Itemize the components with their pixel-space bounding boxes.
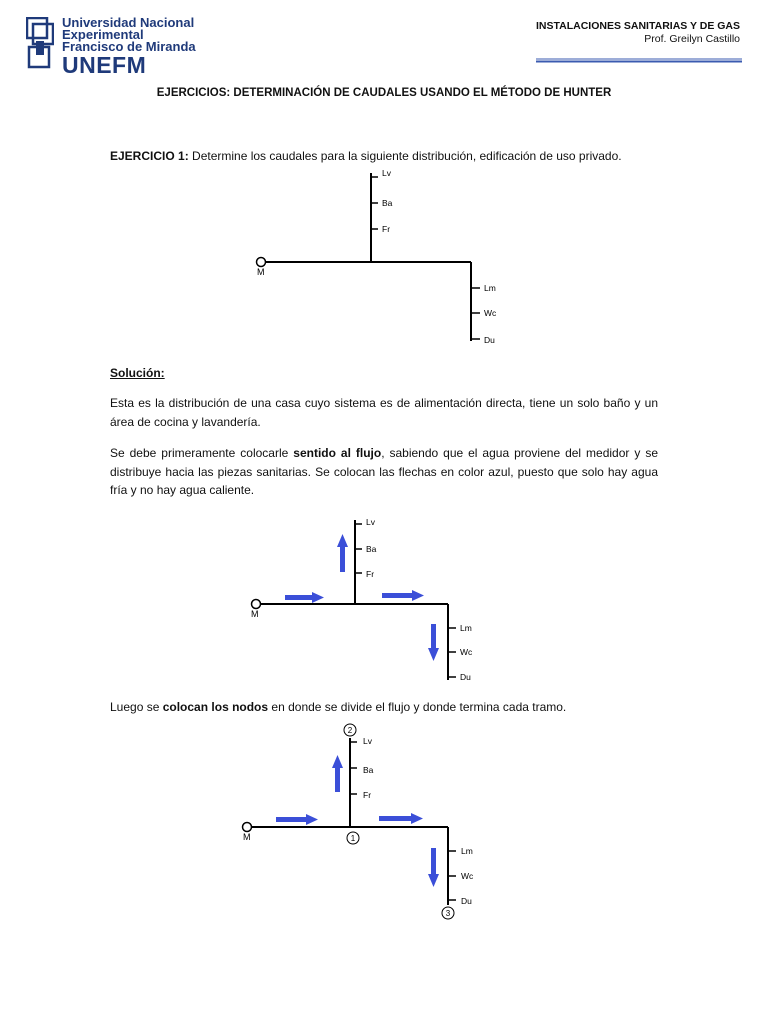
logo-line-3: Francisco de Miranda [62,39,196,54]
exercise-text: Determine los caudales para la siguiente distribución, edificación de uso privado. [188,149,622,163]
arrow-right-icon [379,813,423,824]
solution-heading: Solución: [110,366,165,380]
solution-paragraph-2 [110,444,658,500]
label-fr: Fr [382,224,391,234]
para3-text-a: Luego se [110,700,163,714]
node-2 [344,724,356,736]
exercise-label: EJERCICIO 1: [110,149,189,163]
node-3-label: 3 [445,909,451,918]
flow-arrows [285,534,439,661]
university-logo-text [62,17,196,77]
label-wc: Wc [460,647,473,657]
label-lm: Lm [460,623,472,633]
arrow-right-icon [285,592,324,603]
para2-text-a: Se debe primeramente colocarle [110,446,294,460]
label-fr: Fr [363,790,372,800]
label-du: Du [460,672,471,682]
arrow-right-icon [382,590,424,601]
para2-text-b: , sabiendo que el agua proviene del medidor y se distribuye hacia las piezas sanitarias. Se colocan las flechas en color azul, puesto que solo hay agua fría y no hay agua caliente. [110,446,658,497]
flow-arrows [276,755,439,887]
logo-acronym: UNEFM [62,52,147,78]
meter-icon [243,823,252,832]
distribution-diagram-1 [250,165,510,350]
para3-bold: colocan los nodos [162,700,269,714]
arrow-right-icon [276,814,318,825]
label-lv: Lv [366,517,375,527]
distribution-diagram-2 [245,512,505,687]
label-wc: Wc [461,871,474,881]
label-lm: Lm [484,283,496,293]
arrow-up-icon [337,534,348,572]
label-lv: Lv [382,168,391,178]
label-lm: Lm [461,846,473,856]
label-ba: Ba [363,765,374,775]
logo-line-1: Universidad Nacional [62,15,195,30]
professor-name: Prof. Greilyn Castillo [644,33,740,45]
meter-icon [252,600,261,609]
label-ba: Ba [366,544,377,554]
label-lv: Lv [363,736,372,746]
node-3 [442,907,454,919]
label-fr: Fr [366,569,375,579]
node-2-label: 2 [347,726,353,735]
meter-icon [257,258,266,267]
distribution-diagram-3 [236,720,496,925]
header-course-info [536,20,740,46]
arrow-up-icon [332,755,343,792]
node-1 [347,832,359,844]
label-meter: M [243,832,251,842]
university-logo-icon [26,17,54,69]
node-1-label: 1 [350,834,356,843]
label-du: Du [484,335,495,345]
document-title: EJERCICIOS: DETERMINACIÓN DE CAUDALES USANDO EL MÉTODO DE HUNTER [156,87,612,99]
arrow-down-icon [428,848,439,887]
solution-paragraph-3 [110,698,658,717]
label-ba: Ba [382,198,393,208]
header-rule [536,58,742,63]
solution-paragraph-1: Esta es la distribución de una casa cuyo sistema es de alimentación directa, tiene un solo baño y un área de cocina y lavandería. [110,396,658,429]
exercise-statement [110,147,658,166]
logo-line-2: Experimental [62,27,144,42]
para3-text-b: en donde se divide el flujo y donde termina cada tramo. [268,700,567,714]
label-meter: M [251,609,259,619]
para2-bold: sentido al flujo [293,446,382,460]
label-meter: M [257,267,265,277]
course-name: INSTALACIONES SANITARIAS Y DE GAS [536,20,740,32]
label-du: Du [461,896,472,906]
arrow-down-icon [428,624,439,661]
label-wc: Wc [484,308,497,318]
